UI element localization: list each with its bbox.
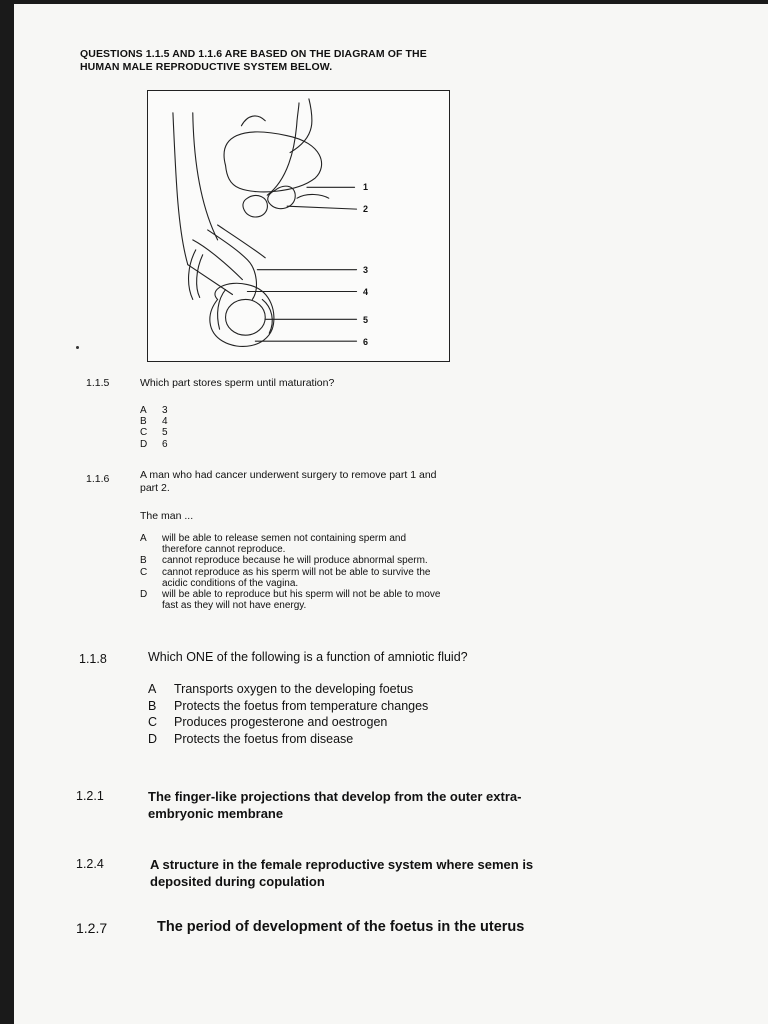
question-number-1-2-4: 1.2.4 bbox=[76, 857, 104, 871]
option-a: A will be able to release semen not containing sperm and therefore cannot reproduce. bbox=[140, 533, 407, 556]
question-text-1-1-5: Which part stores sperm until maturation? bbox=[140, 377, 335, 389]
options-1-1-6 bbox=[140, 533, 500, 611]
option-b: B 4 bbox=[140, 416, 168, 428]
option-b: B Protects the foetus from temperature changes bbox=[148, 698, 429, 713]
option-d: D Protects the foetus from disease bbox=[148, 731, 354, 746]
question-text-1-1-8: Which ONE of the following is a function of amniotic fluid? bbox=[148, 650, 468, 664]
question-text-1-2-1: The finger-like projections that develop from the outer extra- embryonic membrane bbox=[148, 789, 522, 821]
option-c: C Produces progesterone and oestrogen bbox=[148, 715, 388, 729]
question-number-1-1-6: 1.1.6 bbox=[86, 473, 110, 485]
diagram-label-4: 4 bbox=[363, 287, 369, 297]
options-1-1-5 bbox=[140, 405, 168, 450]
question-stem-1-1-6: The man ... bbox=[140, 510, 194, 522]
options-1-1-8 bbox=[148, 681, 428, 747]
option-c: C 5 bbox=[140, 427, 168, 439]
diagram-label-2: 2 bbox=[363, 204, 369, 214]
section-heading bbox=[80, 48, 500, 74]
heading-line-1: QUESTIONS 1.1.5 AND 1.1.6 ARE BASED ON THE DIAGRAM OF THE bbox=[80, 48, 427, 60]
question-text-1-2-7: The period of development of the foetus in the uterus bbox=[157, 919, 525, 935]
question-number-1-1-8: 1.1.8 bbox=[79, 652, 107, 666]
option-a: A Transports oxygen to the developing foetus bbox=[148, 682, 414, 696]
diagram-label-6: 6 bbox=[363, 337, 369, 347]
option-b: B cannot reproduce because he will produce abnormal sperm. bbox=[140, 555, 428, 567]
diagram-label-5: 5 bbox=[363, 315, 369, 325]
diagram-label-1: 1 bbox=[363, 182, 369, 192]
option-a: A 3 bbox=[140, 405, 168, 416]
diagram-drawing bbox=[148, 91, 449, 361]
option-c: C cannot reproduce as his sperm will not be able to survive the acidic conditions of the vagina. bbox=[140, 566, 431, 589]
question-number-1-2-1: 1.2.1 bbox=[76, 789, 104, 803]
heading-line-2: HUMAN MALE REPRODUCTIVE SYSTEM BELOW. bbox=[80, 61, 333, 73]
stray-dot bbox=[76, 346, 79, 349]
question-text-1-2-4: A structure in the female reproductive system where semen is deposited during copulation bbox=[150, 857, 534, 889]
diagram-label-3: 3 bbox=[363, 265, 369, 275]
male-reproductive-diagram bbox=[147, 90, 450, 362]
question-text-1-1-6: A man who had cancer underwent surgery to remove part 1 and part 2. bbox=[140, 469, 437, 494]
option-d: D 6 bbox=[140, 438, 168, 450]
question-number-1-1-5: 1.1.5 bbox=[86, 377, 110, 389]
question-number-1-2-7: 1.2.7 bbox=[76, 920, 108, 936]
option-d: D will be able to reproduce but his sperm will not be able to move fast as they will not have energy. bbox=[140, 589, 441, 612]
